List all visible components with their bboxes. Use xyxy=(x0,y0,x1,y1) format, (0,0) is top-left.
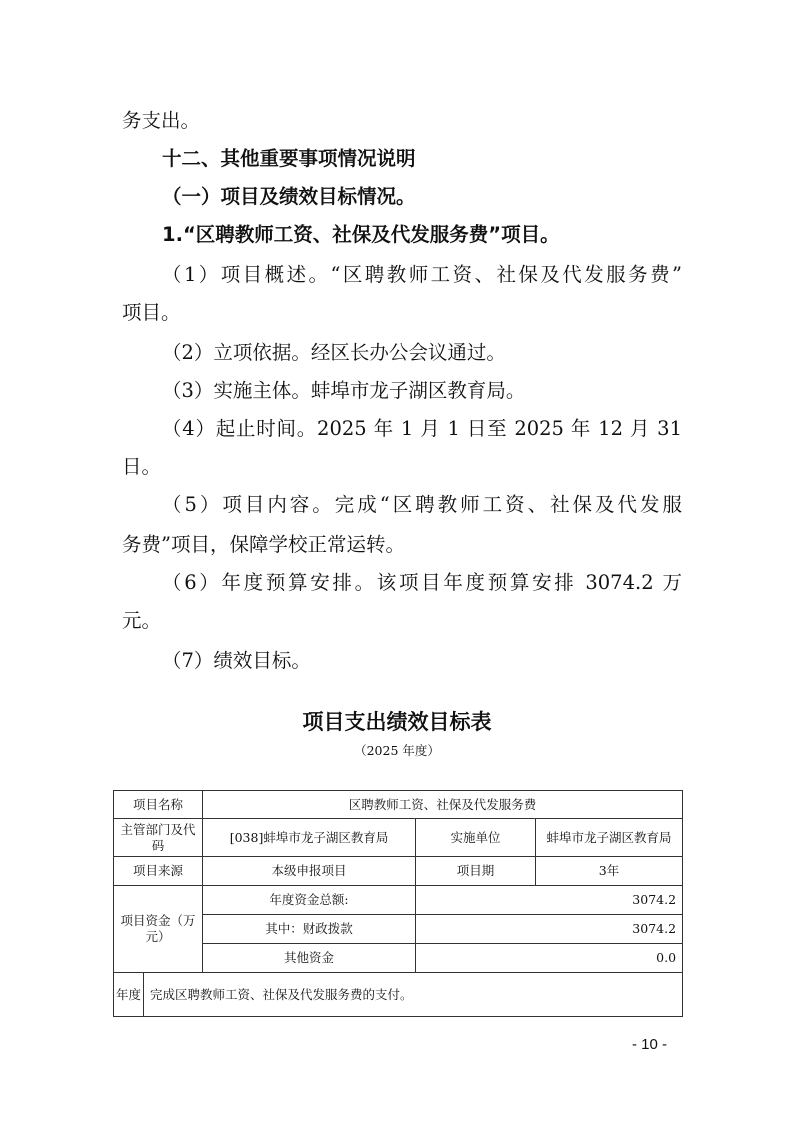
body-line: 日。 xyxy=(122,455,162,478)
source-value: 本级申报项目 xyxy=(203,857,416,886)
table-row xyxy=(114,791,683,819)
project-name-value: 区聘教师工资、社保及代发服务费 xyxy=(203,791,683,819)
fiscal-value: 3074.2 xyxy=(416,915,683,944)
table-row xyxy=(114,857,683,886)
body-line: 务费”项目，保障学校正常运转。 xyxy=(122,533,405,556)
impl-value: 蚌埠市龙子湖区教育局 xyxy=(536,819,683,857)
annual-label: 年度 xyxy=(114,973,144,1017)
body-line: 项目。 xyxy=(122,301,181,324)
dept-value: [038]蚌埠市龙子湖区教育局 xyxy=(203,819,416,857)
section-heading: 十二、其他重要事项情况说明 xyxy=(162,147,416,170)
body-line: 务支出。 xyxy=(122,109,201,132)
other-value: 0.0 xyxy=(416,944,683,973)
table-row xyxy=(114,819,683,857)
table-row xyxy=(114,973,683,1017)
period-label: 项目期 xyxy=(416,857,536,886)
body-line: （2）立项依据。经区长办公会议通过。 xyxy=(162,341,506,364)
body-line: （6）年度预算安排。该项目年度预算安排 3074.2 万 xyxy=(162,571,682,594)
total-value: 3074.2 xyxy=(416,886,683,915)
period-value: 3年 xyxy=(536,857,683,886)
table-subtitle: （2025 年度） xyxy=(354,743,440,758)
body-line: 元。 xyxy=(122,609,162,632)
impl-label: 实施单位 xyxy=(416,819,536,857)
table-row xyxy=(114,886,683,915)
project-name-label: 项目名称 xyxy=(114,791,203,819)
subsection-heading: （一）项目及绩效目标情况。 xyxy=(162,185,416,208)
body-line: （7）绩效目标。 xyxy=(162,649,311,672)
body-line: （1）项目概述。“区聘教师工资、社保及代发服务费” xyxy=(162,263,682,286)
body-line: （3）实施主体。蚌埠市龙子湖区教育局。 xyxy=(162,379,526,402)
funds-label: 项目资金（万元） xyxy=(114,886,203,973)
dept-label: 主管部门及代码 xyxy=(114,819,203,857)
fiscal-label: 其中：财政拨款 xyxy=(203,915,416,944)
annual-value: 完成区聘教师工资、社保及代发服务费的支付。 xyxy=(144,973,683,1017)
performance-table xyxy=(113,790,683,1017)
page-number: - 10 - xyxy=(632,1036,668,1053)
item-heading: 1.“区聘教师工资、社保及代发服务费”项目。 xyxy=(162,223,560,246)
table-title: 项目支出绩效目标表 xyxy=(302,710,492,734)
total-label: 年度资金总额: xyxy=(203,886,416,915)
body-line: （4）起止时间。2025 年 1 月 1 日至 2025 年 12 月 31 xyxy=(162,417,682,440)
body-line: （5）项目内容。完成“区聘教师工资、社保及代发服 xyxy=(162,493,682,516)
source-label: 项目来源 xyxy=(114,857,203,886)
other-label: 其他资金 xyxy=(203,944,416,973)
